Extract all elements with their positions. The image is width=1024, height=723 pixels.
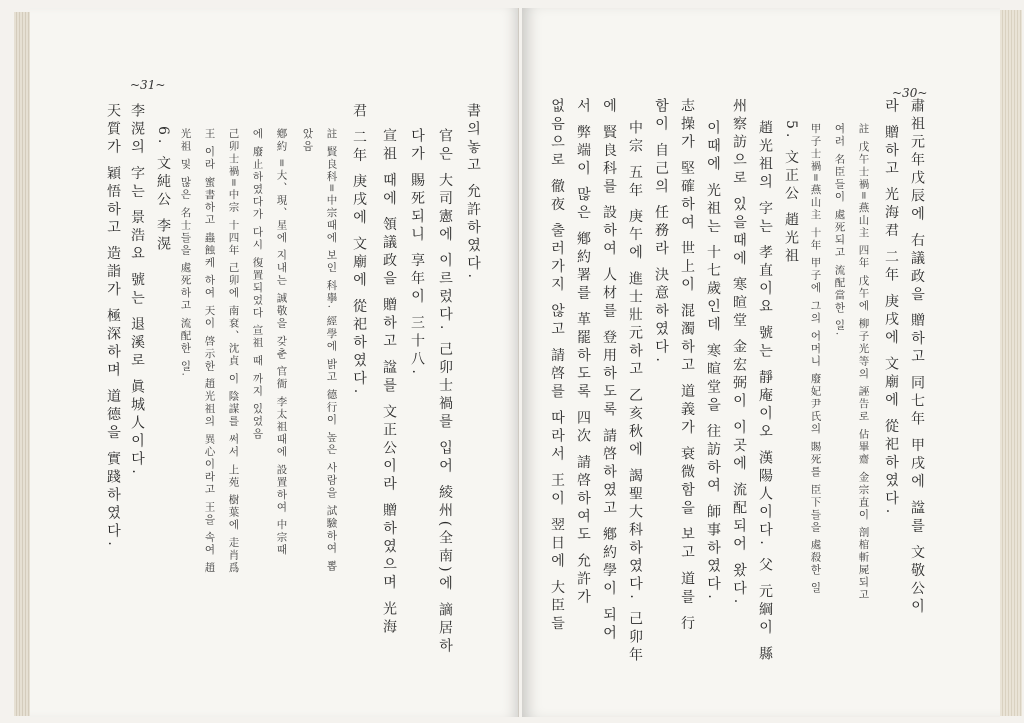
text-column: 宣祖 때에 領議政을 贈하고 諡를 文正公이라 贈하였으며 光海 [381,128,397,638]
footnote-column: 註 賢良科=中宗때에 보인 科擧. 經學에 밝고 德行이 높은 사람을 試驗하여 뽑 [325,128,338,573]
text-column: 함이 自己의 任務라 決意하였다. [653,98,669,366]
section-heading: 6. 文純公 李滉 [155,126,171,255]
text-column: 志操가 堅確하여 世上이 混濁하고 道義가 衰微함을 보고 道를 行 [679,98,695,634]
right-page-number: ~30~ [892,86,928,100]
text-column: 書의놓고 允許하였다. [465,103,481,282]
footnote-column: 光祖 및 많은 名士들을 處死하고 流配한 일. [179,128,192,378]
footnote-column: 註 戊午士禍=燕山主 四年 戊午에 柳子光等의 誣告로 佔畢齋 金宗直이 剖棺斬屍되고 [857,123,870,602]
text-column: 에 賢良科를 設하여 人材를 登用하도록 請啓하였고 鄕約學이 되어 [601,98,617,644]
left-page-number: ~31~ [130,78,166,92]
text-column: 서 弊端이 많은 鄕約署를 革罷하도록 四次 請啓하여도 允許가 [575,98,591,608]
footnote-column: 았음 [301,128,314,153]
footnote-column: 己卯士禍=中宗 十四年 己卯에 南袞、沈貞 이 陰謀를 써서 上苑 樹葉에 走肖爲 [227,128,240,575]
right-page-edges [1000,10,1022,716]
text-column: 이때에 光祖는 十七歲인데 寒暄堂을 往訪하여 師事하였다. [705,120,721,603]
footnote-column: 여러 名臣들이 處死되고 流配當한 일. [833,123,846,338]
section-heading: 5. 文正公 趙光祖 [783,120,799,267]
text-column: 다가 賜死되니 享年이 三十八. [409,128,425,378]
text-column: 肅祖元年戊辰에 右議政을 贈하고 同七年 甲戌에 諡를 文敬公이 [909,98,925,617]
text-column: 李滉의 字는 景浩요 號는 退溪로 眞城人이다. [129,103,145,478]
left-page [30,8,519,717]
text-column: 君 二年 庚戌에 文廟에 從祀하였다. [351,103,367,398]
right-page [522,8,1000,717]
left-page-edges [14,12,30,716]
footnote-column: 王 이라 蜜書하고 蟲蝕케 하여 天이 啓示한 趙光祖의 異心이라고 王을 속여 趙 [203,128,216,575]
footnote-column: 鄕約 =大、現、星에 지내는 誠敬을 갖춘 官衙 李太祖때에 設置하여 中宗때 [275,128,288,557]
text-column: 없음으로 徹夜 출러가지 않고 請啓를 따라서 王이 翌日에 大臣들 [549,98,565,634]
text-column: 州察訪으로 있을때에 寒暄堂 金宏弼이 이곳에 流配되어 왔다. [731,98,747,608]
footnote-column: 에 廢止하였다가 다시 復置되었다 宣祖 때 까지 있었음 [251,128,264,441]
text-column: 天質가 穎悟하고 造詣가 極深하며 道德을 實踐하였다. [105,103,121,550]
footnote-column: 甲子士禍=燕山主 十年 甲子에 그의 어머니 廢妃尹氏의 賜死를 臣下들을 處殺한 일 [809,123,822,595]
text-column: 中宗 五年 庚午에 進士壯元하고 乙亥秋에 謁聖大科하였다. 己卯年 [627,120,643,666]
text-column: 官은 大司憲에 이르렀다. 己卯士禍를 입어 綾州(全南)에 謫居하 [437,128,453,657]
text-column: 라 贈하고 光海君 二年 庚戌에 文廟에 從祀하였다. [883,98,899,518]
text-column: 趙光祖의 字는 孝直이요 號는 靜庵이오 漢陽人이다. 父 元綱이 縣 [757,120,773,665]
